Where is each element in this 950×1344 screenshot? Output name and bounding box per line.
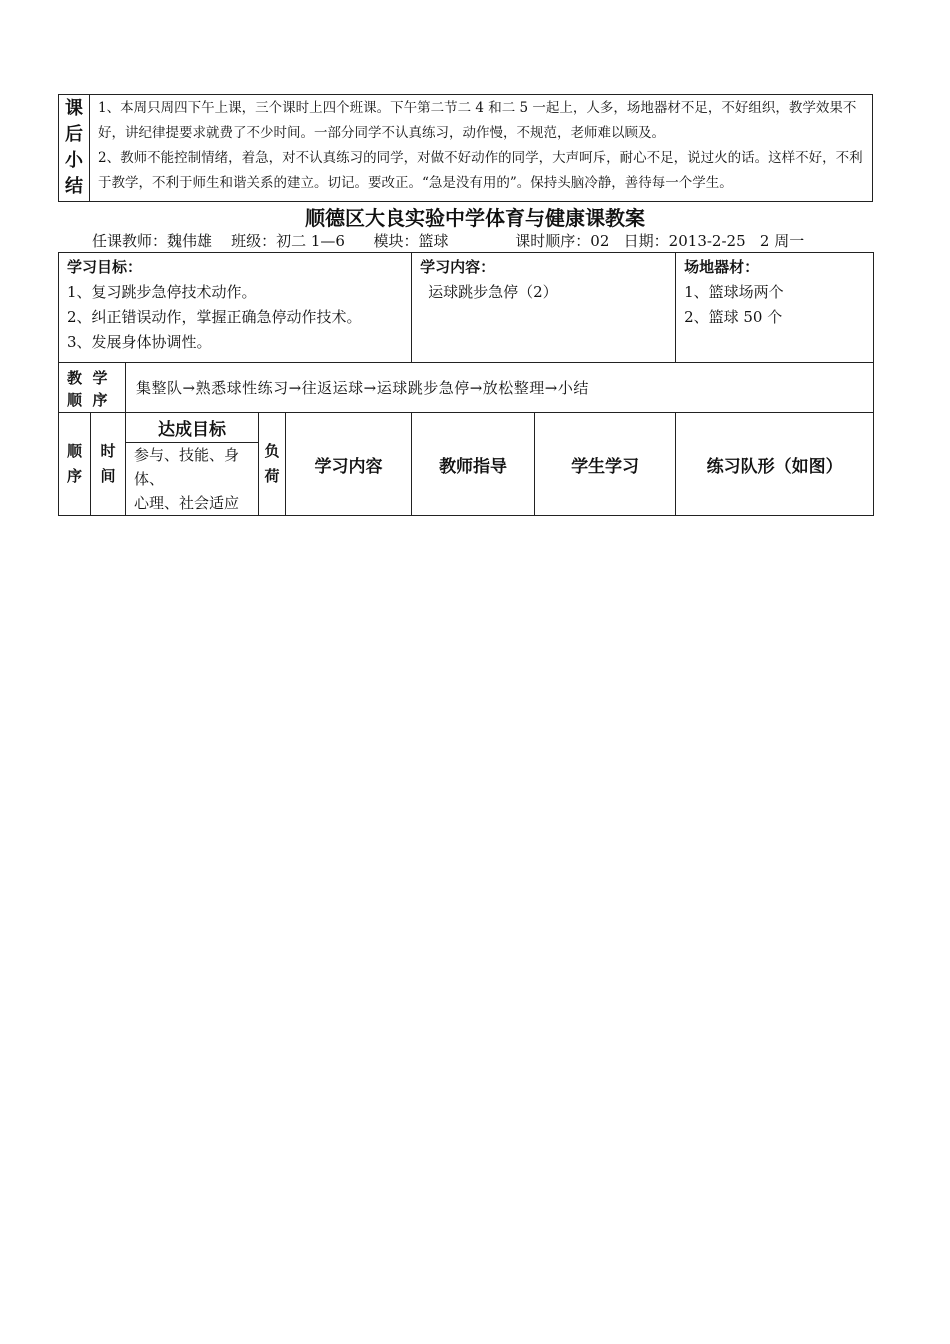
sequence-label-bottom: 顺 序 <box>67 391 108 409</box>
summary-label-char: 课 <box>65 98 83 119</box>
lesson-table <box>58 252 874 516</box>
goal-item: 1、复习跳步急停技术动作。 <box>67 283 257 301</box>
lesson-info: 任课教师：魏伟雄 班级：初二 1—6 模块：篮球 课时顺序：02 日期：2013-2-25 2 周一 <box>92 232 805 250</box>
sequence-text: 集整队→熟悉球性练习→往返运球→运球跳步急停→放松整理→小结 <box>126 363 874 413</box>
student-header: 学生学习 <box>535 413 676 516</box>
page-title: 顺德区大良实验中学体育与健康课教案 <box>305 206 645 230</box>
equipment-cell <box>676 253 874 363</box>
goal-item: 2、纠正错误动作，掌握正确急停动作技术。 <box>67 308 362 326</box>
goals-heading: 学习目标： <box>67 258 143 276</box>
goals-cell <box>59 253 412 363</box>
summary-line: 于教学，不利于师生和谐关系的建立。切记。要改正。“急是没有用的”。保持头脑冷静，善待每一个学生。 <box>98 175 733 191</box>
goal-sub-line: 参与、技能、身体、 <box>134 446 240 488</box>
load-header-bottom: 荷 <box>264 467 280 485</box>
equipment-item: 1、篮球场两个 <box>684 283 784 301</box>
load-header <box>259 413 286 516</box>
summary-label <box>59 95 90 202</box>
equipment-item: 2、篮球 50 个 <box>684 308 783 326</box>
learning-header: 学习内容 <box>286 413 412 516</box>
order-header <box>59 413 91 516</box>
goal-sub-line: 心理、社会适应 <box>134 494 240 512</box>
summary-label-char: 小 <box>65 150 83 171</box>
order-header-bottom: 序 <box>66 467 82 485</box>
goal-subheader <box>126 443 259 516</box>
goal-item: 3、发展身体协调性。 <box>67 333 212 351</box>
summary-text <box>90 95 873 202</box>
order-header-top: 顺 <box>66 442 82 460</box>
time-header-bottom: 间 <box>100 467 116 485</box>
teacher-header: 教师指导 <box>412 413 535 516</box>
formation-header: 练习队形（如图） <box>676 413 874 516</box>
load-header-top: 负 <box>264 442 280 460</box>
summary-table <box>58 94 873 202</box>
sequence-label <box>59 363 126 413</box>
time-header-top: 时 <box>100 442 116 460</box>
time-header <box>91 413 126 516</box>
goal-header: 达成目标 <box>126 413 259 443</box>
content-cell <box>412 253 676 363</box>
sequence-label-top: 教 学 <box>67 369 108 387</box>
equipment-heading: 场地器材： <box>684 258 760 276</box>
summary-line: 好，讲纪律提要求就费了不少时间。一部分同学不认真练习，动作慢，不规范，老师难以顾及。 <box>98 125 665 141</box>
summary-line: 1、本周只周四下午上课，三个课时上四个班课。下午第二节二 4 和二 5 一起上，人多，场地器材不足，不好组织，教学效果不 <box>98 100 857 116</box>
summary-label-char: 结 <box>65 176 83 197</box>
content-heading: 学习内容： <box>420 258 496 276</box>
summary-line: 2、教师不能控制情绪，着急，对不认真练习的同学，对做不好动作的同学，大声呵斥，耐心不足，说过火的话。这样不好，不利 <box>98 150 863 166</box>
summary-label-char: 后 <box>65 124 83 145</box>
content-text: 运球跳步急停（2） <box>428 283 558 301</box>
